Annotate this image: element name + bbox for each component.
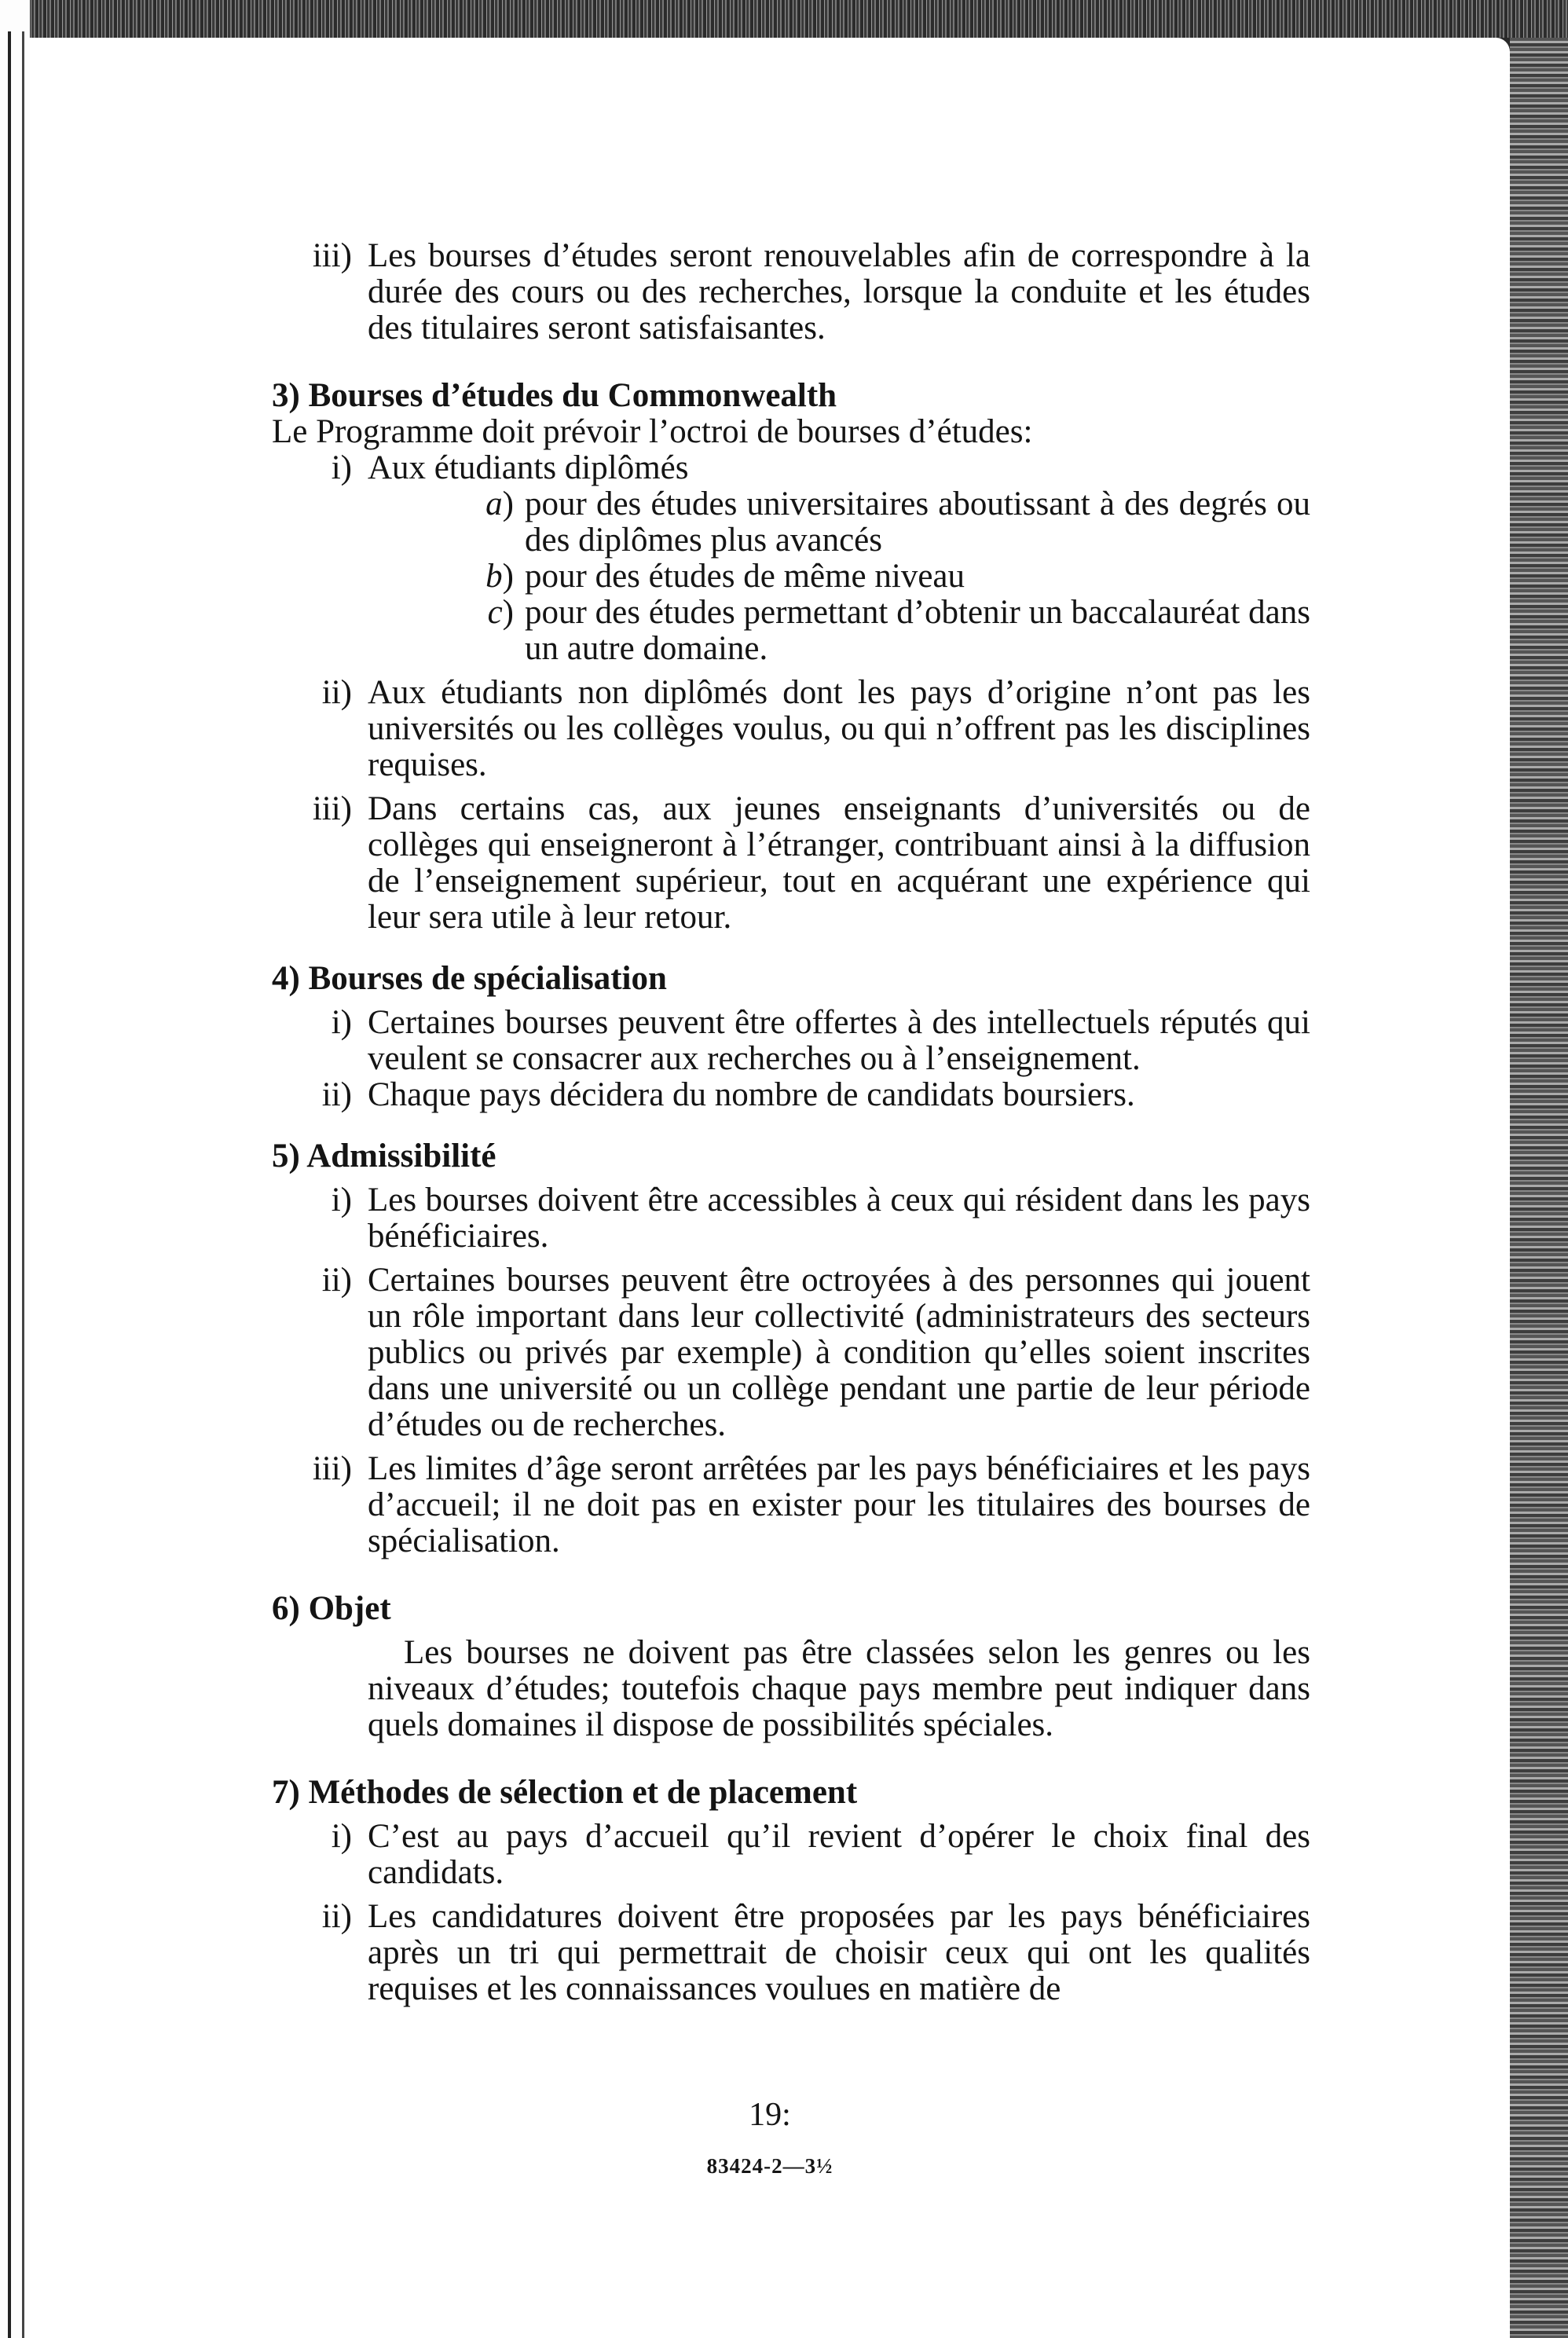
list-item <box>242 1899 1310 2007</box>
section-heading-6: 6) Objet <box>272 1590 391 1627</box>
sub-item <box>446 486 1310 559</box>
page-number: 19: <box>749 2097 791 2133</box>
item-text: C’est au pays d’accueil qu’il revient d’opérer le choix final des candidats. <box>368 1818 1310 1891</box>
list-item <box>242 791 1310 936</box>
item-number: ii) <box>321 1898 352 1935</box>
sub-item <box>446 595 1310 667</box>
item-number: ii) <box>321 674 352 711</box>
section-heading-3: 3) Bourses d’études du Commonwealth <box>272 377 837 414</box>
item-text: Aux étudiants non diplômés dont les pays d’origine n’ont pas les universités ou les collèges voulus, ou qui n’offrent pas les disciplines requises. <box>368 674 1310 783</box>
section-heading-7: 7) Méthodes de sélection et de placement <box>272 1774 858 1811</box>
section-heading-4: 4) Bourses de spécialisation <box>272 960 667 997</box>
scan-right-edge <box>1510 38 1568 2338</box>
list-item <box>242 1182 1310 1255</box>
item-text: Les candidatures doivent être proposées par les pays bénéficiaires après un tri qui permettrait de choisir ceux qui ont les qualités requises et les connaissances voulues en matière de <box>368 1898 1310 2007</box>
item-number: i) <box>331 1818 352 1855</box>
list-item <box>242 675 1310 783</box>
item-text: Chaque pays décidera du nombre de candidats boursiers. <box>368 1076 1135 1113</box>
section-intro: Le Programme doit prévoir l’octroi de bourses d’études: <box>272 413 1033 450</box>
item-number: ii) <box>321 1076 352 1113</box>
scan-top-border <box>0 0 1568 38</box>
list-item <box>242 1451 1310 1559</box>
sub-item-text: pour des études permettant d’obtenir un baccalauréat dans un autre domaine. <box>525 594 1310 667</box>
item-number: i) <box>331 1004 352 1041</box>
print-code: 83424-2—3½ <box>706 2154 833 2178</box>
page-content <box>242 238 1310 2007</box>
item-text: Dans certains cas, aux jeunes enseignants d’universités ou de collèges qui enseigneront à l’étranger, contribuant ainsi à la diffusion de l’enseignement supérieur, tout en acquérant une expérience qui leur sera utile à leur retour. <box>368 790 1310 936</box>
sub-item-text: pour des études universitaires aboutissant à des degrés ou des diplômes plus avancés <box>525 486 1310 559</box>
item-text: Les limites d’âge seront arrêtées par les pays bénéficiaires et les pays d’accueil; il ne doit pas en exister pour les titulaires des bourses de spécialisation. <box>368 1450 1310 1559</box>
item-number: iii) <box>312 237 352 274</box>
list-item <box>242 1005 1310 1077</box>
item-text: Aux étudiants diplômés <box>368 449 689 486</box>
item-text: Les bourses doivent être accessibles à ceux qui résident dans les pays bénéficiaires. <box>368 1182 1310 1255</box>
sub-item-text: pour des études de même niveau <box>525 558 965 595</box>
sub-item-letter: a) <box>485 486 514 522</box>
list-item <box>242 1819 1310 1891</box>
item-text: Les bourses d’études seront renouvelables afin de correspondre à la durée des cours ou des recherches, lorsque la conduite et les études des titulaires seront satisfaisantes. <box>368 237 1310 346</box>
document-page <box>30 38 1510 2338</box>
section-paragraph: Les bourses ne doivent pas être classées selon les genres ou les niveaux d’études; toutefois chaque pays membre peut indiquer dans quels domaines il dispose de possibilités spéciales. <box>368 1634 1310 1743</box>
item-number: i) <box>331 1182 352 1218</box>
item-number: ii) <box>321 1262 352 1299</box>
list-item <box>242 1262 1310 1443</box>
sub-item-letter: c) <box>487 594 514 631</box>
sub-item-letter: b) <box>485 558 514 595</box>
list-item <box>242 1077 1310 1113</box>
scan-left-binding <box>0 0 30 2338</box>
item-text: Certaines bourses peuvent être offertes à des intellectuels réputés qui veulent se consacrer aux recherches ou à l’enseignement. <box>368 1004 1310 1077</box>
item-text: Certaines bourses peuvent être octroyées à des personnes qui jouent un rôle important dans leur collectivité (administrateurs des secteurs publics ou privés par exemple) à condition qu’elles soient inscrites dans une université ou un collège pendant une partie de leur période d’études ou de recherches. <box>368 1262 1310 1443</box>
section-heading-5: 5) Admissibilité <box>272 1138 496 1174</box>
item-number: i) <box>331 449 352 486</box>
item-number: iii) <box>312 1450 352 1487</box>
sub-item <box>446 559 1310 595</box>
list-item <box>242 450 1310 486</box>
item-number: iii) <box>312 790 352 827</box>
list-item <box>242 238 1310 346</box>
